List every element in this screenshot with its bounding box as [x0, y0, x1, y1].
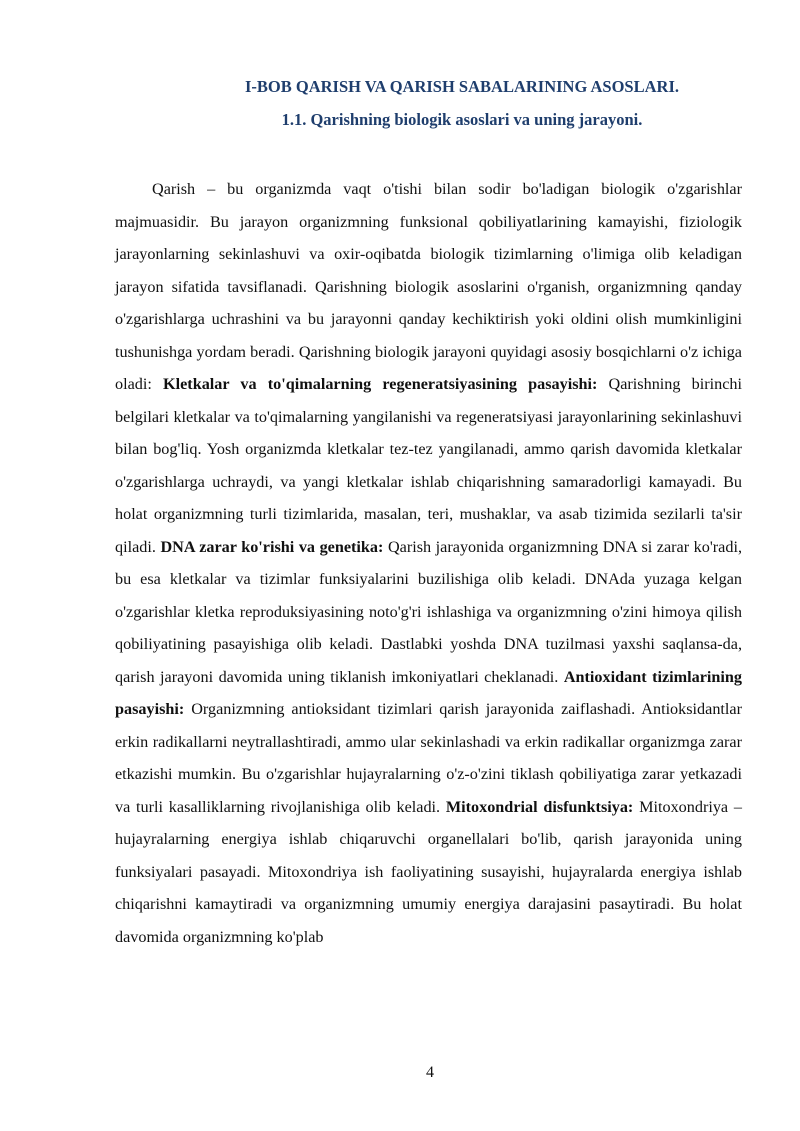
term-antioxidant: Antioxidant tizimlarining pasayishi: — [115, 667, 742, 718]
term-regeneration: Kletkalar va to'qimalarning regeneratsiyasining pasayishi: — [163, 375, 598, 393]
paragraph-antioxidant-text: Organizmning antioksidant tizimlari qarish jarayonida zaiflashadi. Antioksidantlar erkin radikallarni neytrallashtiradi, ammo ular sekinlashadi va erkin radikallar organizmga zarar etkazishi mumkin. Bu o'zgarishlar hujayralarning o'z-o'zini tiklash qobiliyatiga zarar yetkazadi va turli kasalliklarning rivojlanishiga olib keladi. — [115, 700, 742, 816]
term-dna-damage: DNA zarar ko'rishi va genetika: — [160, 537, 384, 556]
paragraph-mitochondrial-text: Mitoxondriya – hujayralarning energiya ishlab chiqaruvchi organellalari bo'lib, qarish jarayonida uning funksiyalari pasayadi. Mitoxondriya ish faoliyatining susayishi, hujayralarda energiya ishlab chiqarishni kamaytiradi va organizmning umumiy energiya darajasini pasaytiradi. Bu holat davomida organizmning ko'plab — [115, 797, 742, 946]
term-mitochondrial: Mitoxondrial disfunktsiya: — [445, 797, 634, 816]
paragraph-regeneration-text: Qarishning birinchi belgilari kletkalar va to'qimalarning yangilanishi va regeneratsiyasi jarayonlarining sekinlashuvi bilan bog'liq. Yosh organizmda kletkalar tez-tez yangilanadi, ammo qarish davomida kletkalar o'zgarishlarga uchraydi, va yangi kletkalar ishlab chiqarishning samaradorligi kamayadi. Bu holat organizmning turli tizimlarida, masalan, teri, mushaklar, va asab tizimida sezilarli ta'sir qiladi. — [115, 375, 742, 556]
paragraph-dna-text: Qarish jarayonida organizmning DNA si zarar ko'radi, bu esa kletkalar va tizimlar funksiyalarini buzilishiga olib keladi. DNAda yuzaga kelgan o'zgarishlar kletka reproduksiyasining noto'g'ri ishlashiga va organizmning o'zini himoya qilish qobiliyatining pasayishiga olib keladi. Dastlabki yoshda DNA tuzilmasi yaxshi saqlansa-da, qarish jarayoni davomida uning tiklanish imkoniyatlari cheklanadi. — [115, 537, 742, 686]
body-paragraph — [115, 173, 742, 953]
chapter-title: I-BOB QARISH VA QARISH SABALARINING ASOSLARI. — [244, 77, 679, 96]
section-title: 1.1. Qarishning biologik asoslari va uning jarayoni. — [281, 110, 643, 129]
paragraph-intro: Qarish – bu organizmda vaqt o'tishi bilan sodir bo'ladigan biologik o'zgarishlar majmuasidir. Bu jarayon organizmning funksional qobiliyatlarining kamayishi, fiziologik jarayonlarning sekinlashuvi va oxir-oqibatda biologik tizimlarning o'limiga olib keladigan jarayon sifatida tavsiflanadi. Qarishning biologik asoslarini o'rganish, organizmning qanday o'zgarishlarga uchrashini va bu jarayonni qanday kechiktirish yoki oldini olish mumkinligini tushunishga yordam beradi. Qarishning biologik jarayoni quyidagi asosiy bosqichlarni o'z ichiga oladi: — [115, 180, 742, 393]
page-number: 4 — [426, 1064, 434, 1081]
